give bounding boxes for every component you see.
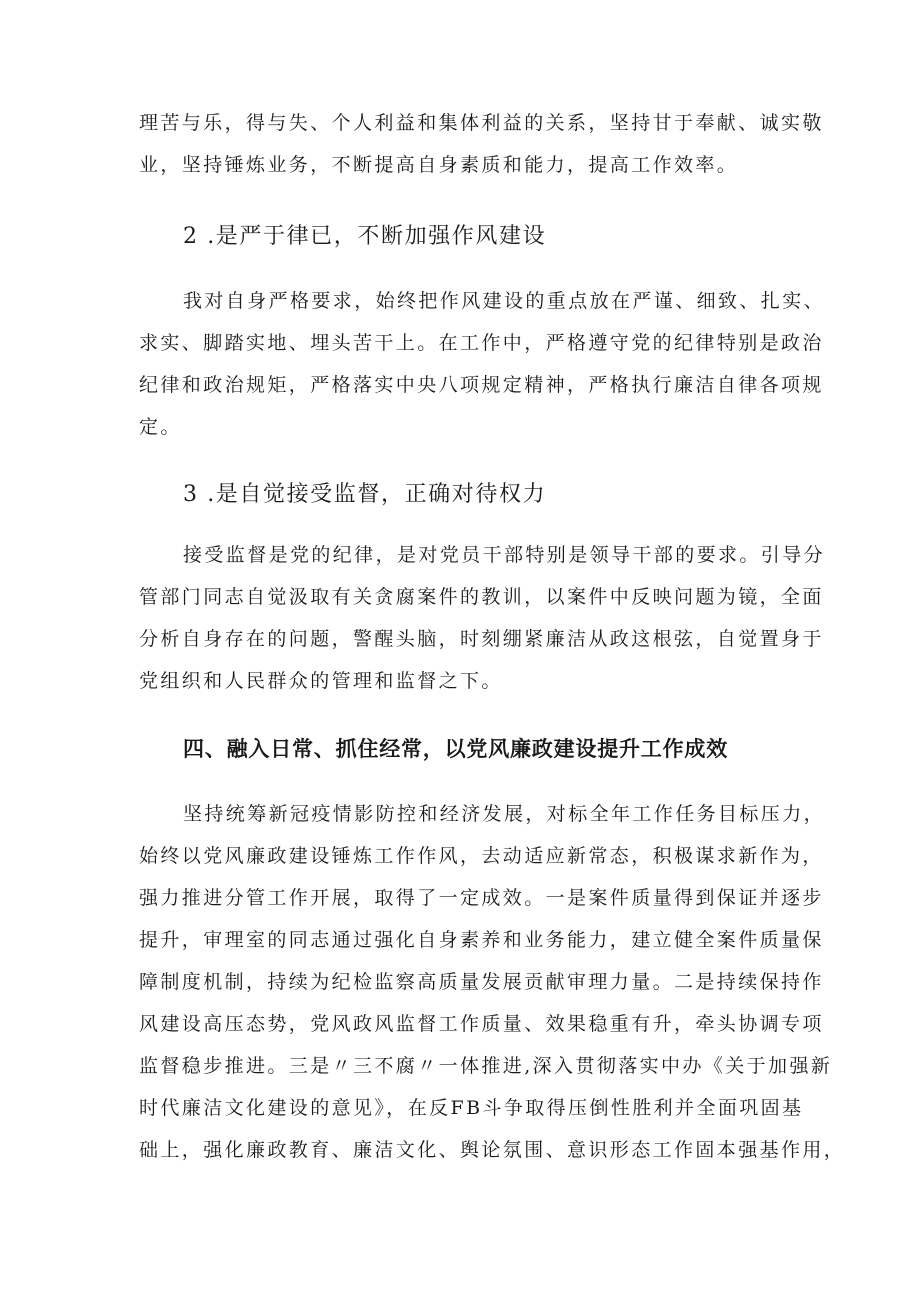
- paragraph-4-line-7: 监督稳步推进。三是〃三不腐〃一体推进,深入贯彻落实中办《关于加强新: [139, 1055, 833, 1077]
- paragraph-4-line-8: 时代廉洁文化建设的意见》，在反FB斗争取得压倒性胜利并全面巩固基: [139, 1097, 804, 1119]
- paragraph-4-line-5: 障制度机制，持续为纪检监察高质量发展贡献审理力量。二是持续保持作: [139, 971, 824, 993]
- paragraph-2-line-2: 求实、脚踏实地、埋头苦干上。在工作中，严格遵守党的纪律特别是政治: [139, 332, 824, 354]
- paragraph-3-line-2: 管部门同志自觉汲取有关贪腐案件的教训，以案件中反映问题为镜，全面: [139, 586, 824, 608]
- paragraph-3-line-4: 党组织和人民群众的管理和监督之下。: [139, 670, 503, 692]
- paragraph-2-line-4: 定。: [139, 416, 182, 438]
- paragraph-1-line-2: 业，坚持锤炼业务，不断提高自身素质和能力，提高工作效率。: [139, 154, 739, 176]
- paragraph-4-line-1: 坚持统筹新冠疫情影防控和经济发展，对标全年工作任务目标压力，: [183, 803, 826, 825]
- paragraph-4-line-6: 风建设高压态势，党风政风监督工作质量、效果稳重有升，牵头协调专项: [139, 1013, 824, 1035]
- heading-2: 2 .是严于律已，不断加强作风建设: [183, 224, 547, 249]
- paragraph-3-line-1: 接受监督是党的纪律，是对党员干部特别是领导干部的要求。引导分: [183, 544, 826, 566]
- paragraph-4-line-2: 始终以党风廉政建设锤炼工作作风，去动适应新常态，积极谋求新作为，: [139, 845, 824, 867]
- paragraph-4-line-4: 提升，审理室的同志通过强化自身素养和业务能力，建立健全案件质量保: [139, 929, 824, 951]
- paragraph-2-line-1: 我对自身严格要求，始终把作风建设的重点放在严谨、细致、扎实、: [183, 290, 826, 312]
- paragraph-4-line-3: 强力推进分管工作开展，取得了一定成效。一是案件质量得到保证并逐步: [139, 887, 824, 909]
- heading-4: 四、融入日常、抓住经常，以党风廉政建设提升工作成效: [183, 737, 728, 761]
- paragraph-3-line-3: 分析自身存在的问题，警醒头脑，时刻绷紧廉洁从政这根弦，自觉置身于: [139, 628, 824, 650]
- paragraph-1-line-1: 理苦与乐，得与失、个人利益和集体利益的关系，坚持甘于奉献、诚实敬: [139, 112, 824, 134]
- paragraph-2-line-3: 纪律和政治规矩，严格落实中央八项规定精神，严格执行廉洁自律各项规: [139, 374, 824, 396]
- heading-3: 3 .是自觉接受监督，正确对待权力: [183, 482, 547, 507]
- paragraph-4-line-9: 础上，强化廉政教育、廉洁文化、舆论氛围、意识形态工作固本强基作用，: [139, 1139, 846, 1161]
